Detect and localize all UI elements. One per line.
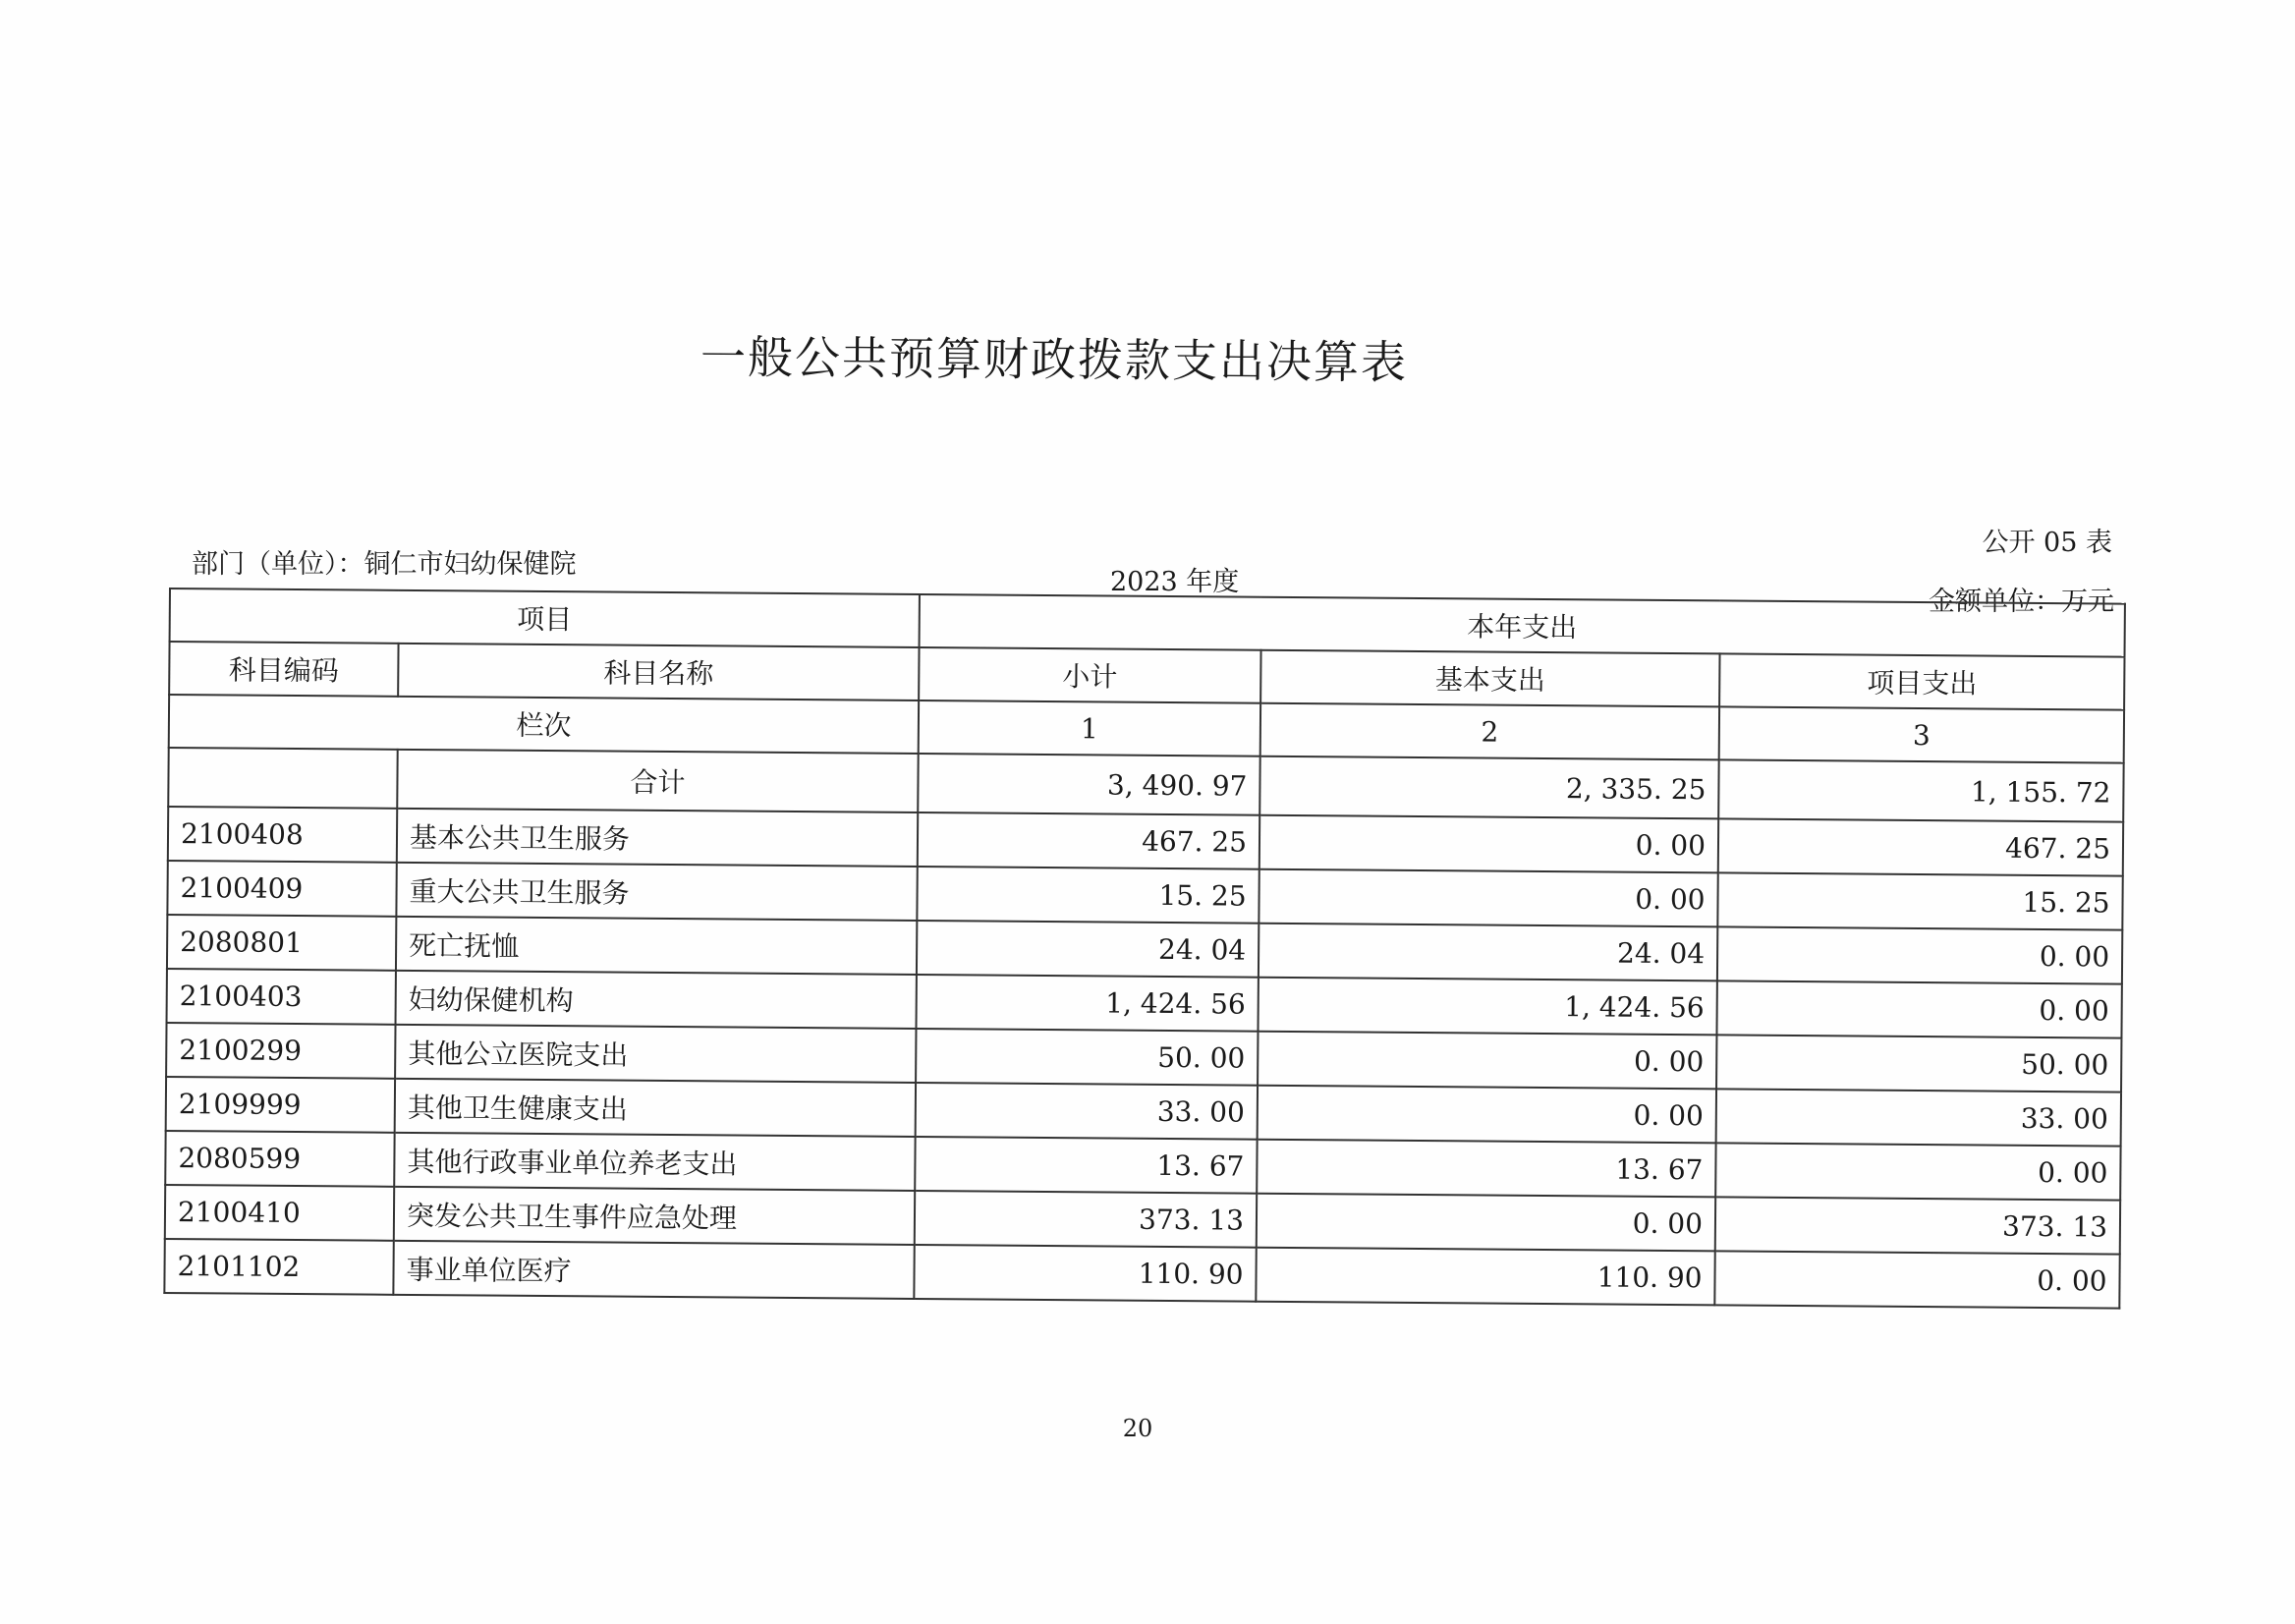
row-subtotal: 467. 25 bbox=[918, 812, 1259, 869]
department-label: 部门（单位）：铜仁市妇幼保健院 bbox=[192, 549, 577, 580]
row-basic: 0. 00 bbox=[1257, 1194, 1715, 1252]
row-project: 0. 00 bbox=[1715, 1143, 2120, 1200]
row-subtotal: 373. 13 bbox=[915, 1191, 1257, 1248]
row-code: 2100409 bbox=[167, 861, 396, 917]
row-name: 死亡抚恤 bbox=[396, 917, 917, 975]
row-code: 2080801 bbox=[167, 915, 396, 971]
page-title: 一般公共预算财政拨款支出决算表 bbox=[700, 330, 1409, 389]
row-project: 33. 00 bbox=[1716, 1089, 2121, 1146]
total-code-cell bbox=[168, 748, 397, 809]
row-code: 2109999 bbox=[166, 1077, 395, 1133]
row-project: 0. 00 bbox=[1717, 926, 2122, 983]
header-column-order: 栏次 bbox=[169, 695, 919, 754]
header-subject-code: 科目编码 bbox=[169, 642, 398, 697]
row-name: 其他卫生健康支出 bbox=[395, 1079, 916, 1137]
row-name: 其他行政事业单位养老支出 bbox=[394, 1133, 915, 1191]
total-project: 1, 155. 72 bbox=[1718, 759, 2123, 821]
row-basic: 110. 90 bbox=[1256, 1248, 1714, 1306]
fiscal-year: 2023 年度 bbox=[1110, 567, 1240, 597]
row-subtotal: 24. 04 bbox=[917, 921, 1259, 978]
row-subtotal: 13. 67 bbox=[915, 1137, 1257, 1194]
row-basic: 24. 04 bbox=[1259, 924, 1717, 981]
header-project-expense: 项目支出 bbox=[1719, 653, 2124, 709]
header-item: 项目 bbox=[170, 588, 920, 647]
total-basic: 2, 335. 25 bbox=[1259, 756, 1718, 819]
row-project: 50. 00 bbox=[1716, 1035, 2121, 1092]
row-basic: 0. 00 bbox=[1259, 869, 1717, 927]
header-col-1: 1 bbox=[919, 700, 1260, 756]
total-label: 合计 bbox=[397, 750, 918, 812]
row-subtotal: 15. 25 bbox=[917, 867, 1259, 924]
row-code: 2080599 bbox=[165, 1131, 394, 1187]
row-name: 基本公共卫生服务 bbox=[397, 809, 918, 867]
header-basic-expense: 基本支出 bbox=[1260, 650, 1719, 707]
row-name: 妇幼保健机构 bbox=[396, 971, 917, 1029]
total-subtotal: 3, 490. 97 bbox=[918, 754, 1259, 815]
row-subtotal: 110. 90 bbox=[914, 1245, 1256, 1302]
row-project: 0. 00 bbox=[1716, 980, 2121, 1037]
budget-table bbox=[163, 588, 2126, 1310]
header-col-3: 3 bbox=[1719, 706, 2124, 762]
row-name: 其他公立医院支出 bbox=[395, 1025, 916, 1083]
amount-unit: 金额单位：万元 bbox=[1929, 587, 2114, 617]
row-code: 2100403 bbox=[167, 969, 396, 1025]
row-basic: 0. 00 bbox=[1258, 1086, 1716, 1144]
row-name: 事业单位医疗 bbox=[393, 1241, 914, 1299]
row-project: 467. 25 bbox=[1718, 818, 2123, 875]
row-subtotal: 33. 00 bbox=[916, 1083, 1258, 1140]
header-subtotal: 小计 bbox=[919, 647, 1260, 703]
row-subtotal: 1, 424. 56 bbox=[917, 975, 1259, 1032]
page-number: 20 bbox=[1122, 1415, 1153, 1442]
row-basic: 0. 00 bbox=[1259, 815, 1718, 873]
row-code: 2100408 bbox=[168, 807, 397, 863]
header-col-2: 2 bbox=[1260, 703, 1719, 760]
budget-table-container bbox=[163, 588, 2124, 1310]
row-name: 突发公共卫生事件应急处理 bbox=[394, 1187, 915, 1245]
row-name: 重大公共卫生服务 bbox=[396, 863, 917, 921]
form-number: 公开 05 表 bbox=[1982, 528, 2112, 558]
row-project: 0. 00 bbox=[1714, 1251, 2119, 1308]
row-basic: 0. 00 bbox=[1258, 1032, 1716, 1090]
row-project: 15. 25 bbox=[1717, 872, 2122, 929]
row-code: 2100410 bbox=[165, 1185, 394, 1241]
header-current-year-expense: 本年支出 bbox=[920, 594, 2125, 657]
row-basic: 13. 67 bbox=[1257, 1140, 1715, 1198]
row-project: 373. 13 bbox=[1715, 1197, 2120, 1254]
row-code: 2100299 bbox=[166, 1023, 395, 1079]
header-subject-name: 科目名称 bbox=[398, 644, 919, 700]
row-subtotal: 50. 00 bbox=[916, 1029, 1258, 1086]
row-code: 2101102 bbox=[164, 1239, 393, 1295]
row-basic: 1, 424. 56 bbox=[1259, 978, 1717, 1036]
